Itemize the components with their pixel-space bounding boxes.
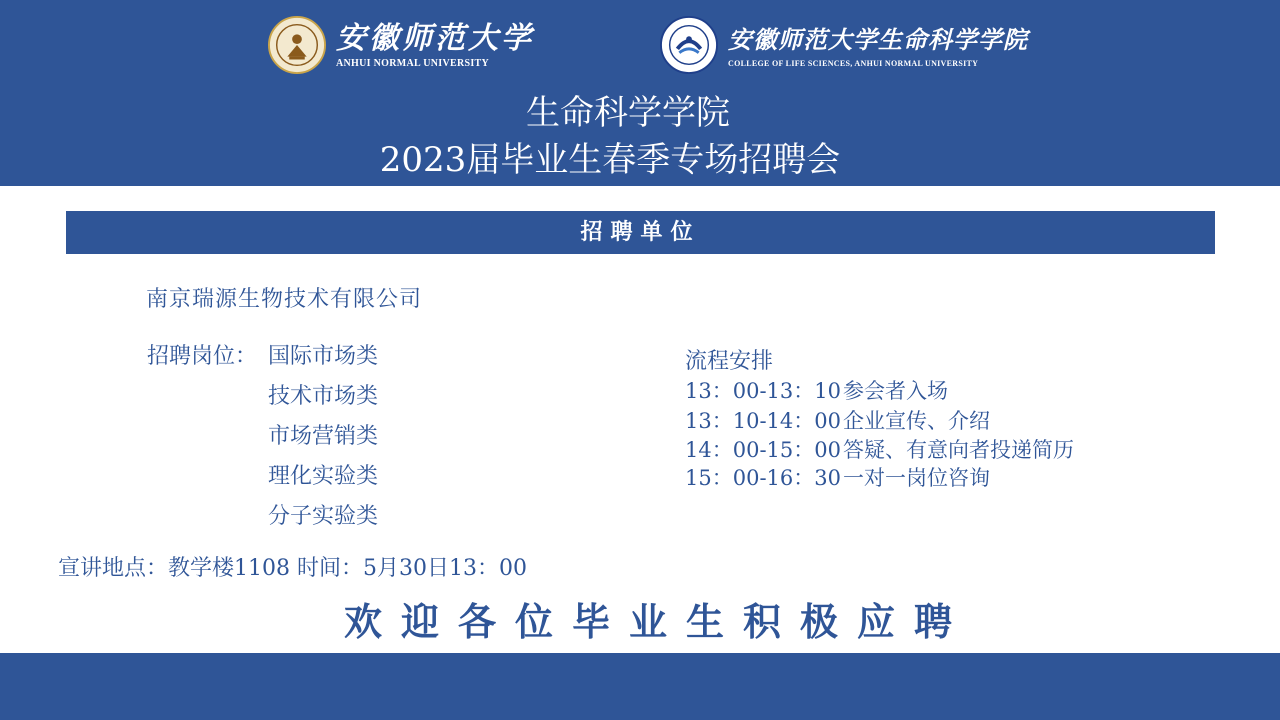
- schedule-activity: 企业宣传、介绍: [843, 409, 990, 433]
- schedule-time: 13：10-14：00: [685, 409, 841, 433]
- schedule-row: [685, 437, 1074, 463]
- footer-band: [0, 653, 1280, 720]
- schedule-activity: 一对一岗位咨询: [843, 466, 990, 490]
- position-item: 市场营销类: [268, 424, 379, 449]
- welcome-message: 欢迎各位毕业生积极应聘: [343, 599, 971, 644]
- company-name: 南京瑞源生物技术有限公司: [146, 287, 423, 312]
- positions-label: 招聘岗位：: [147, 344, 258, 369]
- page-title-line1: 生命科学学院: [526, 93, 730, 133]
- section-title-bar: 招聘单位: [66, 211, 1215, 254]
- university-seal-icon: [268, 16, 326, 74]
- schedule-row: [685, 408, 990, 434]
- schedule-activity: 答疑、有意向者投递简历: [843, 438, 1074, 462]
- schedule-row: [685, 378, 948, 404]
- schedule-title: 流程安排: [685, 349, 774, 374]
- schedule-time: 14：00-15：00: [685, 438, 841, 462]
- position-item: 分子实验类: [268, 504, 379, 529]
- position-item: 理化实验类: [268, 464, 379, 489]
- schedule-row: [685, 465, 990, 491]
- university-name-en: ANHUI NORMAL UNIVERSITY: [336, 57, 490, 69]
- schedule-time: 15：00-16：30: [685, 466, 841, 490]
- college-name-cn: 安徽师范大学生命科学学院: [728, 24, 1028, 54]
- university-logo: [268, 10, 534, 80]
- college-name-en: COLLEGE OF LIFE SCIENCES, ANHUI NORMAL UNIVERSITY: [728, 58, 979, 68]
- venue-time: 宣讲地点：教学楼1108 时间：5月30日13：00: [58, 556, 527, 581]
- schedule-time: 13：00-13：10: [685, 379, 841, 403]
- position-item: 技术市场类: [268, 384, 379, 409]
- position-item: 国际市场类: [268, 344, 379, 369]
- college-seal-icon: [660, 16, 718, 74]
- page-title-line2: 2023届毕业生春季专场招聘会: [379, 140, 841, 180]
- college-logo: [660, 10, 1028, 80]
- university-name-cn: 安徽师范大学: [336, 20, 534, 56]
- schedule-activity: 参会者入场: [843, 379, 948, 403]
